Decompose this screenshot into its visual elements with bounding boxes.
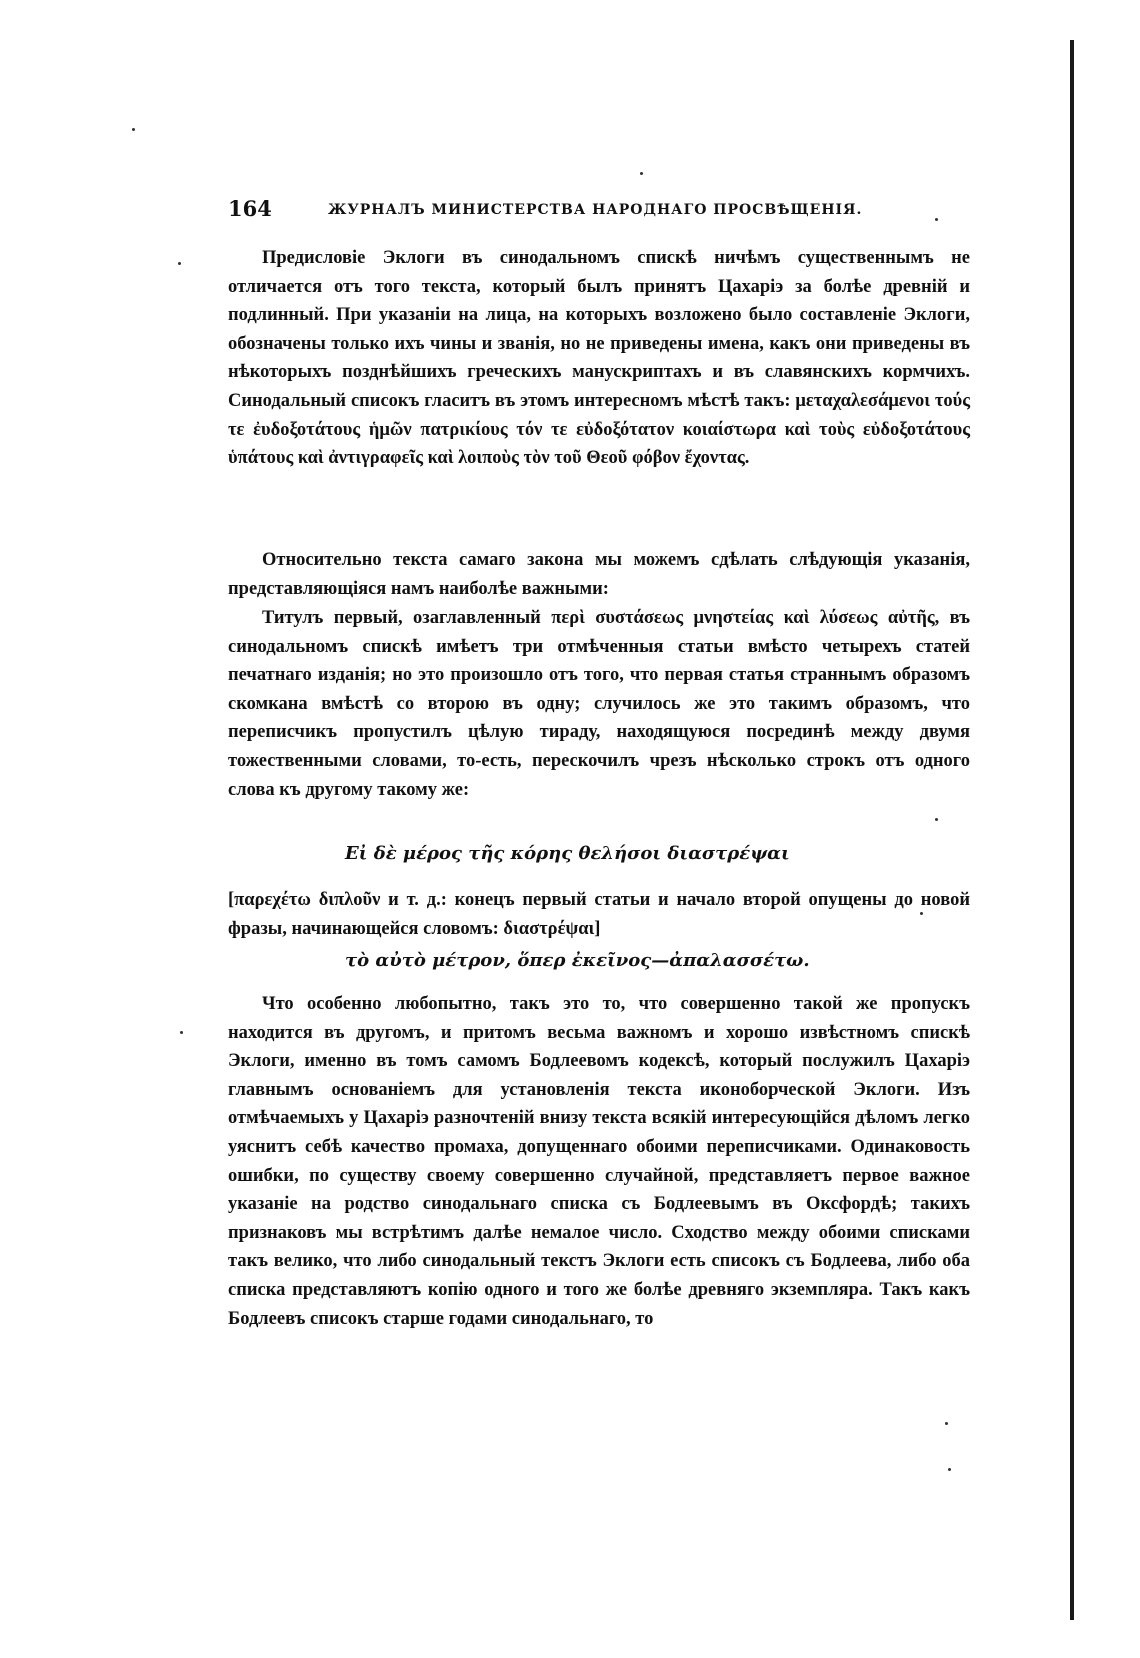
scan-speck xyxy=(945,1422,948,1425)
page-header xyxy=(228,196,968,226)
paragraph-bracket-note: [παρεχέτω διπλοῦν и т. д.: конецъ первый статьи и начало второй опущены до новой фразы, начинающейся словомъ: διαστρέψαι] xyxy=(228,890,970,939)
paragraph-preface: Предисловіе Эклоги въ синодальномъ спискѣ ничѣмъ существеннымъ не отличается отъ того текста, который былъ принятъ Цахаріэ за болѣе древній и подлинный. При указаніи на лица, на которыхъ возложено было составленіе Эклоги, обозначены только ихъ чины и званія, но не приведены имена, какъ они приведены въ нѣкоторыхъ позднѣйшихъ греческихъ манускриптахъ и въ славянскихъ кормчихъ. Синодальный списокъ гласитъ въ этомъ интересномъ мѣстѣ такъ: μεταχαλεσάμενοι τούς τε ἐυδοξοτάτους ἡμῶν πατρικίους τόν τε εὐδοξότατον κοιαίστωρα καὶ τοὺς εὐδοξοτάτους ὑπάτους καὶ ἀντιγραφεῖς καὶ λοιποὺς τὸν τοῦ Θεοῦ φόβον ἔχοντας. xyxy=(228,248,970,469)
scan-speck xyxy=(178,262,181,265)
running-title: ЖУРНАЛЪ МИНИСТЕРСТВА НАРОДНАГО ПРОСВѢЩЕНІЯ. xyxy=(328,202,863,218)
scan-speck xyxy=(948,1468,951,1471)
scan-speck xyxy=(180,1031,183,1034)
paragraph-bodleian: Что особенно любопытно, такъ это то, что совершенно такой же пропускъ находится въ другомъ, и притомъ весьма важномъ и хорошо извѣстномъ спискѣ Эклоги, именно въ томъ самомъ Бодлеевомъ кодексѣ, который послужилъ Цахаріэ главнымъ основаніемъ для установленія текста иконоборческой Эклоги. Изъ отмѣчаемыхъ у Цахаріэ разночтеній внизу текста всякій интересующійся дѣломъ легко уяснитъ себѣ качество промаха, допущеннаго обоими переписчиками. Одинаковость ошибки, по существу своему совершенно случайной, представляетъ первое важное указаніе на родство синодальнаго списка съ Бодлеевымъ въ Оксфордѣ; такихъ признаковъ мы встрѣтимъ далѣе немалое число. Сходство между обоими списками такъ велико, что либо синодальный текстъ Эклоги есть списокъ съ Бодлеева, либо оба списка представляютъ копію одного и того же болѣе древняго экземпляра. Такъ какъ Бодлеевъ списокъ старше годами синодальнаго, то xyxy=(228,994,970,1329)
paragraph-intro: Относительно текста самаго закона мы можемъ сдѣлать слѣдующія указанія, представляющіяся намъ наиболѣе важными: xyxy=(228,550,970,599)
paragraph-title-one: Титулъ первый, озаглавленный περὶ συστάσεως μνηστείας καὶ λύσεως αὐτῆς, въ синодальномъ спискѣ имѣетъ три отмѣченныя статьи вмѣсто четырехъ статей печатнаго изданія; но это произошло отъ того, что первая статья страннымъ образомъ скомкана вмѣстѣ со второю въ одну; случилось же это такимъ образомъ, что переписчикъ пропустилъ цѣлую тираду, находящуюся посрединѣ между двумя тожественными словами, то-есть, перескочилъ чрезъ нѣсколько строкъ отъ одного слова къ другому такому же: xyxy=(228,608,970,800)
scan-speck xyxy=(132,128,135,131)
scan-speck xyxy=(935,218,938,221)
scan-speck xyxy=(935,818,938,821)
scan-speck xyxy=(640,172,643,175)
scan-speck xyxy=(920,912,923,915)
greek-quote: Εἰ δὲ μέρος τῆς κόρης θελήσοι διαστρέψαι xyxy=(345,843,790,864)
binding-edge xyxy=(1070,40,1074,1620)
page-number: 164 xyxy=(228,196,272,221)
greek-quote: τὸ αὐτὸ μέτρον, ὅπερ ἐκεῖνος—ἀπαλασσέτω. xyxy=(345,950,810,971)
